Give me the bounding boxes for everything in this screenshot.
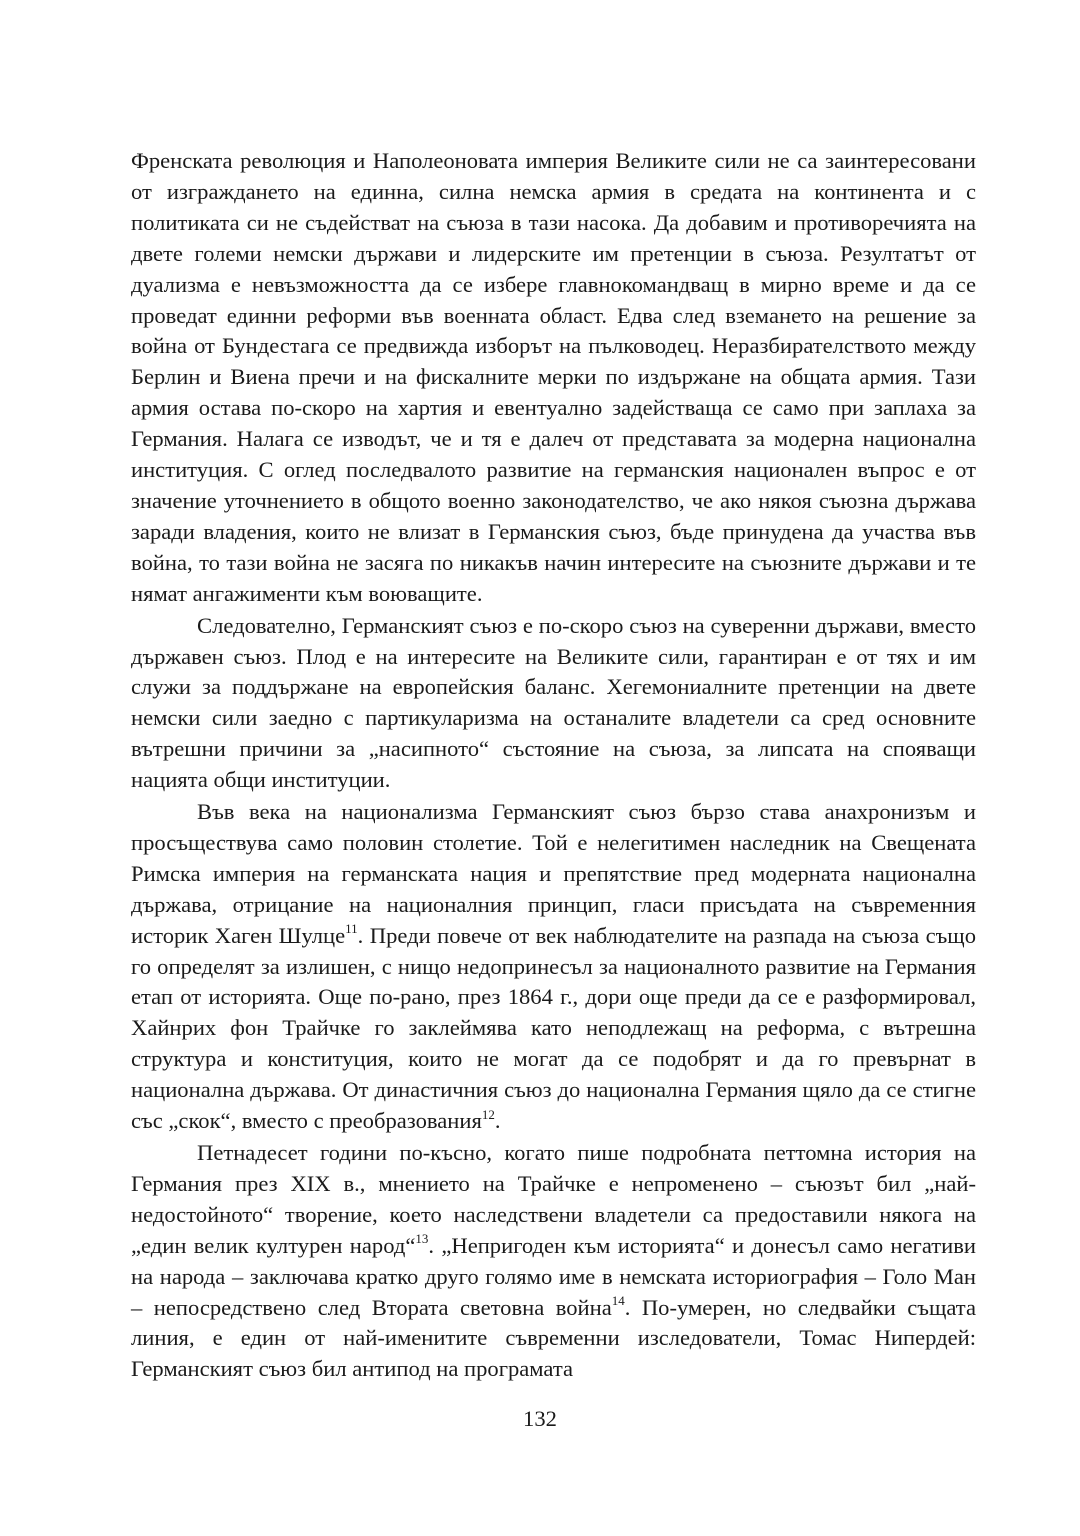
- page-number: 132: [523, 1406, 557, 1431]
- footnote-ref-14: 14: [611, 1293, 625, 1308]
- paragraph-1: Френската революция и Наполеоновата империя Великите сили не са заинтересовани от изграждането на единна, силна немска армия в средата на континента и с политиката си не съдействат на съюза в тази насока. Да добавим и противоречията на двете големи немски държави и лидерските им претенции в съюза. Резултатът от дуализма е невъзможността да се избере главнокомандващ в мирно време и да се проведат единни реформи във военната област. Едва след вземането на решение за война от Бундестага се предвижда изборът на пълководец. Неразбирателството между Берлин и Виена пречи и на фискалните мерки по издържане на общата армия. Тази армия остава по-скоро на хартия и евентуално задействаща се само при заплаха за Германия. Налага се изводът, че и тя е далеч от представата за модерна национална институция. С оглед последвалото развитие на германския национален въпрос е от значение уточнението в общото военно законодателство, че ако някоя съюзна държава заради владения, които не влизат в Германския съюз, бъде принудена да участва във война, то тази война не засяга по никакъв начин интересите на съюзните държави и те нямат ангажименти към воюващите.: [131, 148, 976, 606]
- footnote-ref-13: 13: [415, 1231, 429, 1247]
- paragraph-3-text-a: Във века на национализма Германският съюз бързо става анахронизъм и просъществува само половин столетие. Той е нелегитимен наследник на Свещената Римска империя на германската нация и препятствие пред модерната национална държава, отрицание на националния принцип, гласи присъдата на съвременния историк Хаген Шулце: [131, 799, 976, 948]
- paragraph-4-text-b: . „Непригоден към историята“ и донесъл само негативи на народа – заключава кратко друго голямо име в немската историография – Голо Ман – непосредствено след Втората световна война: [131, 1232, 976, 1320]
- paragraph-3-text-b: . Преди повече от век наблюдателите на разпада на съюза също го определят за излишен, с нищо недопринесъл за националното развитие на Германия етап от историята. Още по-рано, през 1864 г., дори още преди да се е разформировал, Хайнрих фон Трайчке го заклеймява като неподлежащ на реформа, с вътрешна структура и конституция, които не могат да се подобрят и да го превърнат в национална държава. От династичния съюз до национална Германия щяло да се стигне със „скок“, вместо с преобразования: [131, 922, 976, 1134]
- body-text: [131, 146, 976, 1385]
- footnote-ref-12: 12: [481, 1106, 495, 1122]
- paragraph-4: [131, 1138, 976, 1385]
- footnote-ref-11: 11: [345, 921, 358, 937]
- paragraph-3-text-c: .: [494, 1108, 501, 1134]
- paragraph-4-text-a: Петнадесет години по-късно, когато пише подробната петтомна история на Германия през XIX в., мнението на Трайчке е непроменено – съюзът бил „най-недостойното“ творение, което наследствени владетели са предоставили някога на „един велик културен народ“: [131, 1140, 976, 1258]
- paragraph-4-text-c: . По-умерен, но следвайки същата линия, е един от най-именитите съвременни изследователи, Томас Нипердей: Германският съюз бил антипод на програмата: [131, 1294, 976, 1382]
- paragraph-3: [131, 797, 976, 1137]
- paragraph-2: Следователно, Германският съюз е по-скоро съюз на суверенни държави, вместо държавен съюз. Плод е на интересите на Великите сили, гарантиран е от тях и им служи за поддържане на европейския баланс. Хегемониалните претенции на двете немски сили заедно с партикуларизма на останалите владетели са сред основните вътрешни причини за „насипното“ състояние на съюза, за липсата на спояващи нацията общи институции.: [131, 612, 976, 793]
